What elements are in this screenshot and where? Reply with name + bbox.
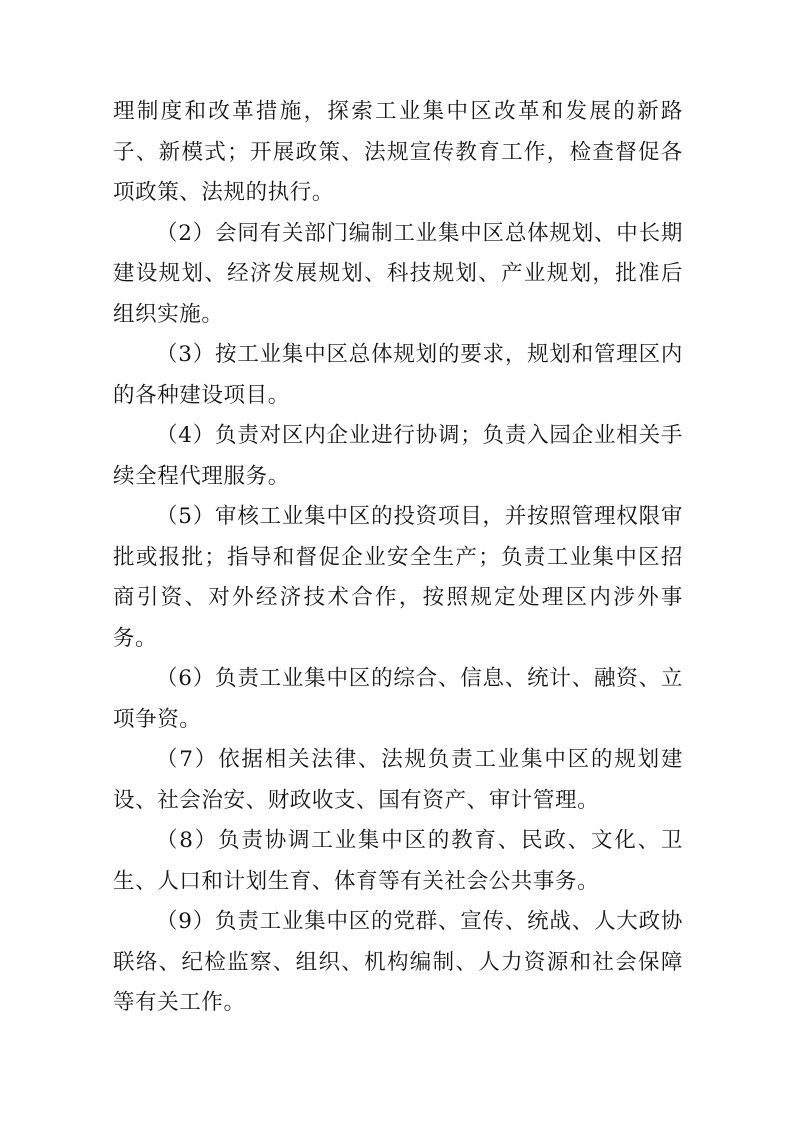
paragraph-continued: 理制度和改革措施，探索工业集中区改革和发展的新路子、新模式；开展政策、法规宣传教育工作，检查督促各项政策、法规的执行。 — [113, 99, 683, 205]
paragraph-item-5: （5）审核工业集中区的投资项目，并按照管理权限审批或报批；指导和督促企业安全生产；负责工业集中区招商引资、对外经济技术合作，按照规定处理区内涉外事务。 — [113, 504, 683, 651]
paragraph-item-6: （6）负责工业集中区的综合、信息、统计、融资、立项争资。 — [113, 666, 683, 732]
paragraph-item-9: （9）负责工业集中区的党群、宣传、统战、人大政协联络、纪检监察、组织、机构编制、人力资源和社会保障等有关工作。 — [113, 909, 683, 1015]
paragraph-item-4: （4）负责对区内企业进行协调；负责入园企业相关手续全程代理服务。 — [113, 423, 683, 489]
paragraph-item-8: （8）负责协调工业集中区的教育、民政、文化、卫生、人口和计划生育、体育等有关社会公共事务。 — [113, 828, 683, 894]
paragraph-item-2: （2）会同有关部门编制工业集中区总体规划、中长期建设规划、经济发展规划、科技规划、产业规划，批准后组织实施。 — [113, 220, 683, 327]
paragraph-item-7: （7）依据相关法律、法规负责工业集中区的规划建设、社会治安、财政收支、国有资产、审计管理。 — [113, 747, 683, 813]
paragraph-item-3: （3）按工业集中区总体规划的要求，规划和管理区内的各种建设项目。 — [113, 342, 683, 408]
document-text-body — [113, 92, 683, 1024]
